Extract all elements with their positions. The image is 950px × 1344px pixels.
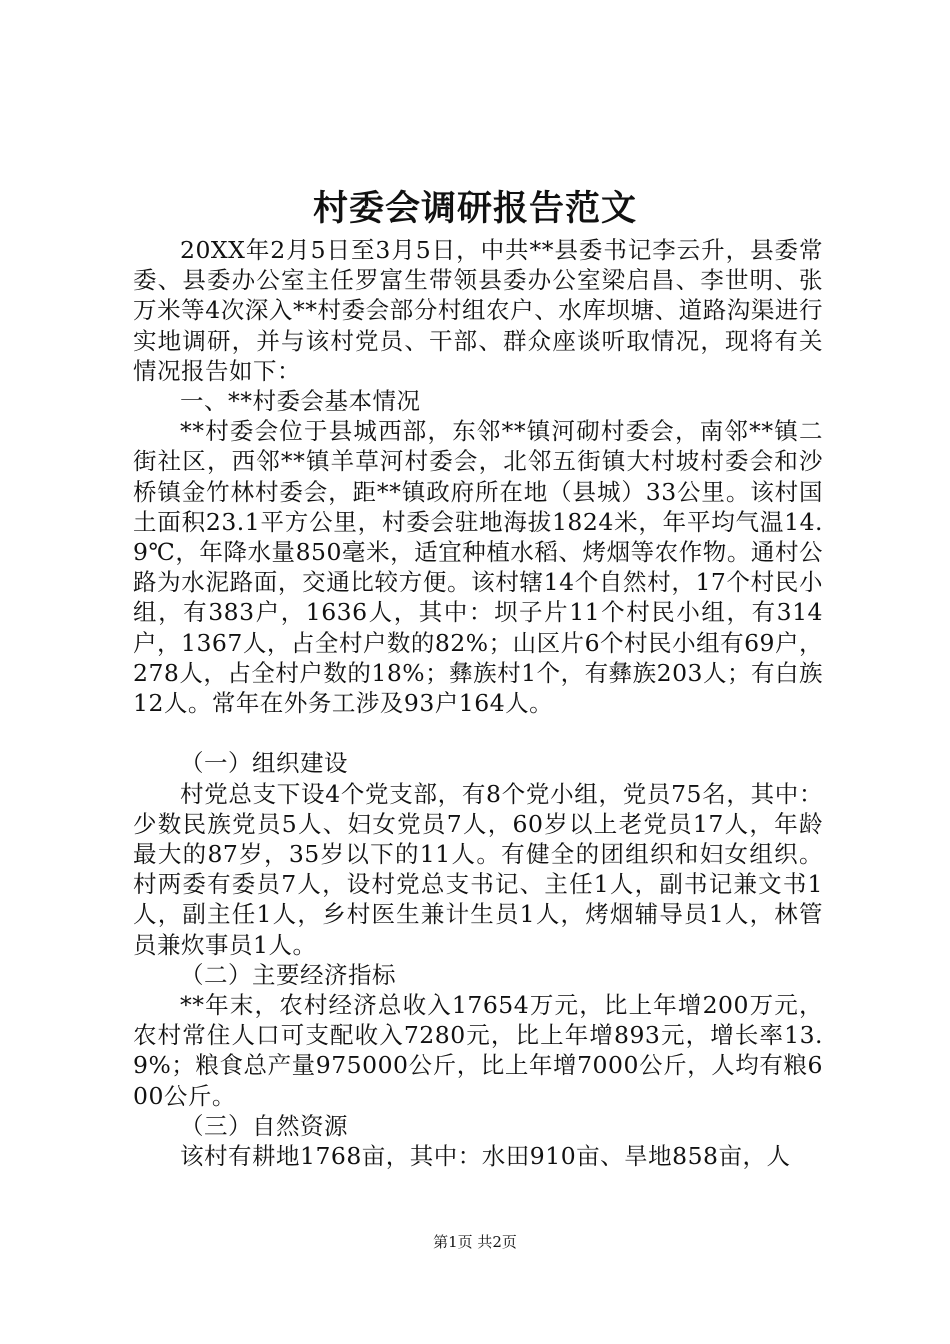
section-heading-basic-info: 一、**村委会基本情况 (180, 387, 421, 416)
section-heading-organization: （一）组织建设 (180, 749, 348, 778)
economy-paragraph: **年末，农村经济总收入17654万元，比上年增200万元，农村常住人口可支配收入7280元，比上年增893元，增长率13.9%；粮食总产量975000公斤，比上年增7000公斤，人均有粮600公斤。 (133, 991, 823, 1110)
section-heading-economy: （二）主要经济指标 (180, 960, 396, 989)
basic-info-paragraph: **村委会位于县城西部，东邻**镇河砌村委会，南邻**镇二街社区，西邻**镇羊草河村委会，北邻五街镇大村坡村委会和沙桥镇金竹林村委会，距**镇政府所在地（县城）33公里。该村国土面积23.1平方公里，村委会驻地海拔1824米，年平均气温14.9℃，年降水量850毫米，适宜种植水稻、烤烟等农作物。通村公路为水泥路面，交通比较方便。该村辖14个自然村，17个村民小组，有383户，1636人，其中：坝子片11个村民小组，有314户，1367人，占全村户数的82%；山区片6个村民小组有69户，278人，占全村户数的18%；彝族村1个，有彝族203人；有白族12人。常年在外务工涉及93户164人。 (133, 417, 823, 718)
page-title: 村委会调研报告范文 (312, 188, 637, 229)
page-footer: 第1页 共2页 (433, 1233, 517, 1251)
section-heading-resources: （三）自然资源 (180, 1111, 348, 1140)
intro-paragraph: 20XX年2月5日至3月5日，中共**县委书记李云升，县委常委、县委办公室主任罗富生带领县委办公室梁启昌、李世明、张万米等4次深入**村委会部分村组农户、水库坝塘、道路沟渠进行实地调研，并与该村党员、干部、群众座谈听取情况，现将有关情况报告如下： (133, 236, 823, 385)
paragraph-spacer (133, 718, 823, 748)
organization-paragraph: 村党总支下设4个党支部，有8个党小组，党员75名，其中：少数民族党员5人、妇女党员7人，60岁以上老党员17人，年龄最大的87岁，35岁以下的11人。有健全的团组织和妇女组织。村两委有委员7人，设村党总支书记、主任1人，副书记兼文书1人，副主任1人，乡村医生兼计生员1人，烤烟辅导员1人，林管员兼炊事员1人。 (133, 779, 823, 959)
resources-paragraph: 该村有耕地1768亩，其中：水田910亩、旱地858亩，人 (180, 1142, 791, 1171)
document-body (133, 235, 823, 1171)
